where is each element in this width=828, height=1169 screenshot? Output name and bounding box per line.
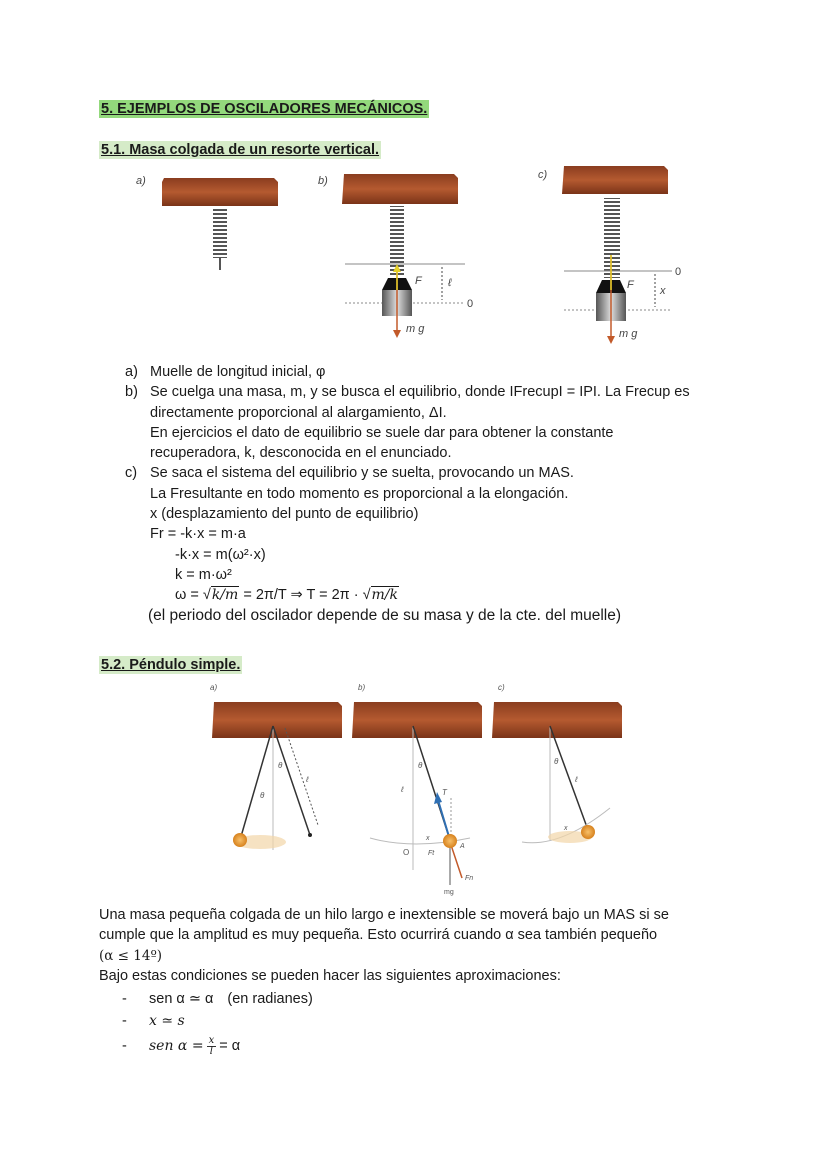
svg-text:θ: θ xyxy=(554,757,559,766)
section-title: 5. EJEMPLOS DE OSCILADORES MECÁNICOS. xyxy=(101,101,428,117)
svg-text:b): b) xyxy=(358,683,366,692)
svg-text:x: x xyxy=(426,835,430,842)
equation-k: k = m·ω² xyxy=(175,566,232,583)
panel-label-b: b) xyxy=(318,175,328,187)
equation-period: ω = √k/m = 2π/T ⇒ T = 2π · √m/k xyxy=(175,587,399,604)
svg-text:0: 0 xyxy=(467,298,474,310)
svg-text:c): c) xyxy=(498,683,505,692)
svg-text:m g: m g xyxy=(406,323,425,335)
subsection-heading-pendulum: 5.2. Péndulo simple. xyxy=(101,657,241,673)
pendulum-paragraph: Una masa pequeña colgada de un hilo largo e inextensible se moverá bajo un MAS si se cumple que la amplitud es muy pequeña. Esto ocurrirá cuando α sea también pequeño (α ≤ 14º) Bajo estas condiciones se pueden hacer las siguientes aproximaciones: xyxy=(99,907,669,984)
pendulum-figure xyxy=(200,680,640,900)
svg-text:0: 0 xyxy=(675,266,682,278)
approximation-item: - sen α ≃ α (en radianes) xyxy=(122,990,313,1007)
approximations-list xyxy=(122,988,313,1060)
svg-text:x: x xyxy=(660,285,666,297)
svg-text:θ: θ xyxy=(418,761,423,770)
equation-force: -k·x = m(ω²·x) xyxy=(175,546,266,563)
svg-text:ℓ: ℓ xyxy=(306,775,309,784)
svg-text:m g: m g xyxy=(619,328,638,340)
svg-text:O: O xyxy=(403,848,410,857)
svg-text:F: F xyxy=(627,279,634,291)
spring-figure xyxy=(120,160,720,350)
svg-text:θ: θ xyxy=(260,791,265,800)
svg-text:mg: mg xyxy=(444,889,454,896)
svg-text:F: F xyxy=(415,275,422,287)
svg-text:Ft: Ft xyxy=(428,850,435,857)
list-item-c: c) Se saca el sistema del equilibrio y se suelta, provocando un MAS. La Fresultante en todo momento es proporcional a la elongación. x (desplazamiento del punto de equilibrio) Fr = -k·x = m·a -k·x = m(ω²·x) k = m·ω² ω = √k/m = 2π/T ⇒ T = 2π · √m/k xyxy=(125,463,690,605)
svg-text:Fn: Fn xyxy=(465,875,474,882)
svg-text:a): a) xyxy=(210,683,218,692)
svg-text:x: x xyxy=(564,825,568,832)
svg-text:A: A xyxy=(460,843,465,850)
svg-text:θ: θ xyxy=(278,761,283,770)
period-note: (el periodo del oscilador depende de su masa y de la cte. del muelle) xyxy=(148,606,622,624)
approximation-item: - x ≃ s xyxy=(122,1012,185,1029)
panel-label-a: a) xyxy=(136,175,146,187)
panel-label-c: c) xyxy=(538,169,548,181)
svg-text:T: T xyxy=(442,788,447,797)
svg-text:ℓ: ℓ xyxy=(575,775,578,784)
svg-text:ℓ: ℓ xyxy=(401,785,404,794)
spring-explanation-list xyxy=(125,362,690,626)
list-item-b: b) Se cuelga una masa, m, y se busca el equilibrio, donde IFrecupI = IPI. La Frecup es directamente proporcional al alargamiento, ΔI. En ejercicios el dato de equilibrio se suele dar para obtener la constante recuperadora, k, desconocida en el enunciado. xyxy=(125,384,690,462)
list-item-a: a) Muelle de longitud inicial, φ xyxy=(125,364,326,380)
svg-text:ℓ: ℓ xyxy=(448,277,452,289)
approximation-item: - sen α = $\frac{x}{l}$ = α xyxy=(122,1034,241,1057)
subsection-heading-spring: 5.1. Masa colgada de un resorte vertical. xyxy=(101,142,380,158)
